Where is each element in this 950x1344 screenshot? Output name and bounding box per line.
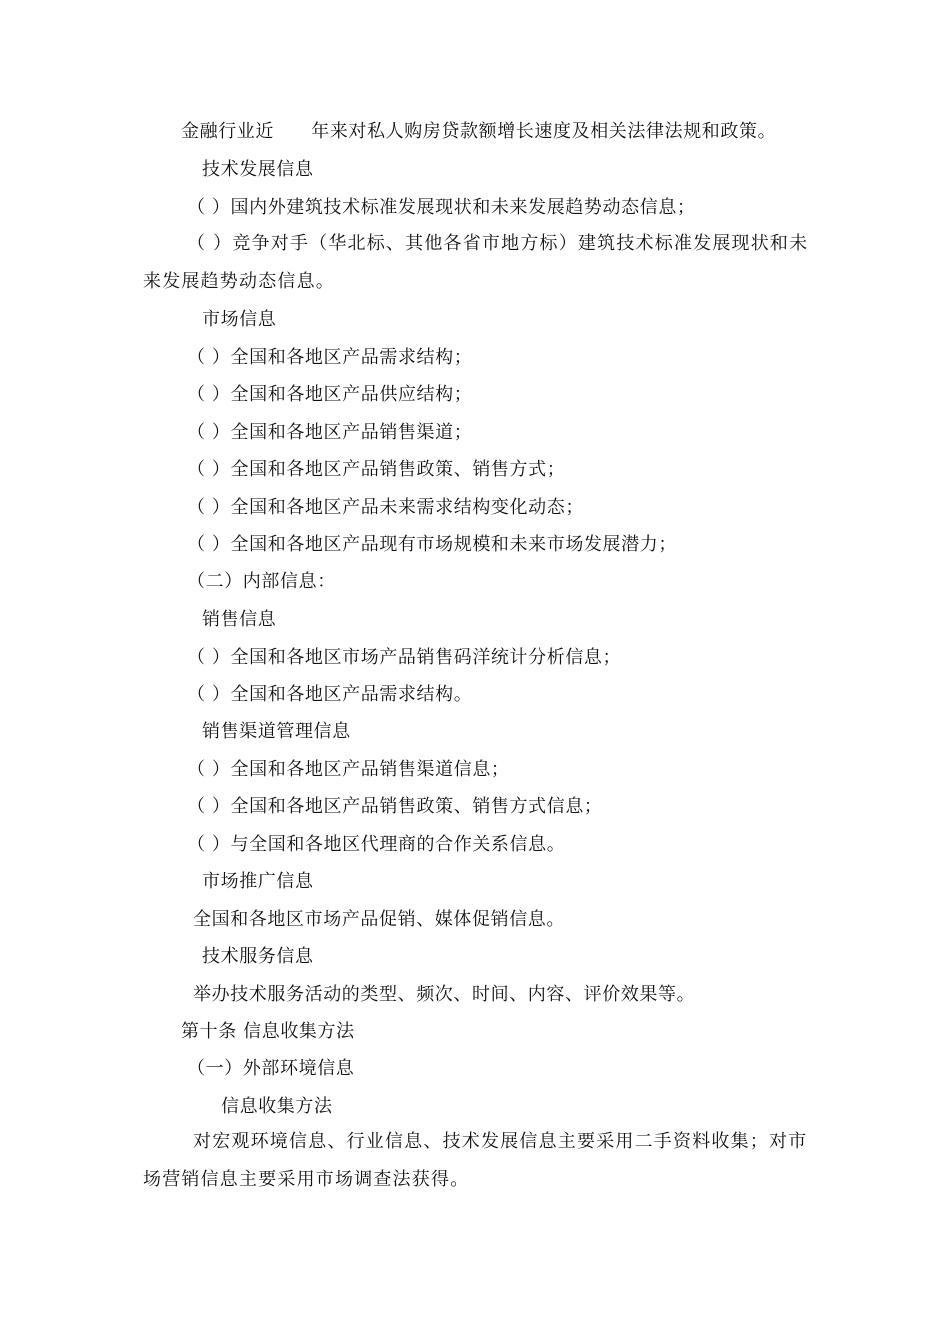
heading-channel-management: 销售渠道管理信息	[202, 721, 351, 742]
list-item: （ ）全国和各地区产品现有市场规模和未来市场发展潜力；	[187, 534, 677, 555]
paragraph-collection-methods: 对宏观环境信息、行业信息、技术发展信息主要采用二手资料收集；对市场营销信息主要采用市场调查法获得。	[143, 1131, 808, 1190]
paragraph-tech-service-activities: 举办技术服务活动的类型、频次、时间、内容、评价效果等。	[193, 984, 696, 1005]
list-item: （ ）全国和各地区产品需求结构。	[187, 684, 473, 705]
heading-external-environment: （一）外部环境信息	[187, 1058, 355, 1079]
heading-collection-method: 信息收集方法	[221, 1096, 333, 1117]
paragraph-competitor-standards: （ ）竞争对手（华北标、其他各省市地方标）建筑技术标准发展现状和未来发展趋势动态信息。	[143, 233, 809, 292]
heading-internal-info: （二）内部信息：	[187, 571, 336, 592]
paragraph-mortgage-policy: 金融行业近 年来对私人购房贷款额增长速度及相关法律法规和政策。	[181, 121, 777, 142]
list-item: （ ）全国和各地区产品供应结构；	[187, 384, 473, 405]
paragraph-promotion-info: 全国和各地区市场产品促销、媒体促销信息。	[193, 909, 565, 930]
heading-market-info: 市场信息	[202, 309, 277, 330]
heading-tech-development: 技术发展信息	[202, 159, 314, 180]
list-item: （ ）全国和各地区产品销售政策、销售方式；	[187, 459, 566, 480]
list-item: （ ）全国和各地区产品销售政策、销售方式信息；	[187, 796, 603, 817]
heading-sales-info: 销售信息	[202, 609, 277, 630]
heading-market-promotion: 市场推广信息	[202, 871, 314, 892]
heading-tech-service: 技术服务信息	[202, 946, 314, 967]
list-item: （ ）全国和各地区产品销售渠道；	[187, 422, 473, 443]
list-item: （ ）全国和各地区产品需求结构；	[187, 347, 473, 368]
list-item: （ ）全国和各地区产品销售渠道信息；	[187, 759, 510, 780]
list-item: （ ）与全国和各地区代理商的合作关系信息。	[187, 834, 566, 855]
list-item: （ ）全国和各地区市场产品销售码洋统计分析信息；	[187, 647, 622, 668]
list-item: （ ）全国和各地区产品未来需求结构变化动态；	[187, 497, 584, 518]
article-ten-heading: 第十条 信息收集方法	[181, 1021, 355, 1042]
list-item: （ ）国内外建筑技术标准发展现状和未来发展趋势动态信息；	[187, 197, 696, 218]
